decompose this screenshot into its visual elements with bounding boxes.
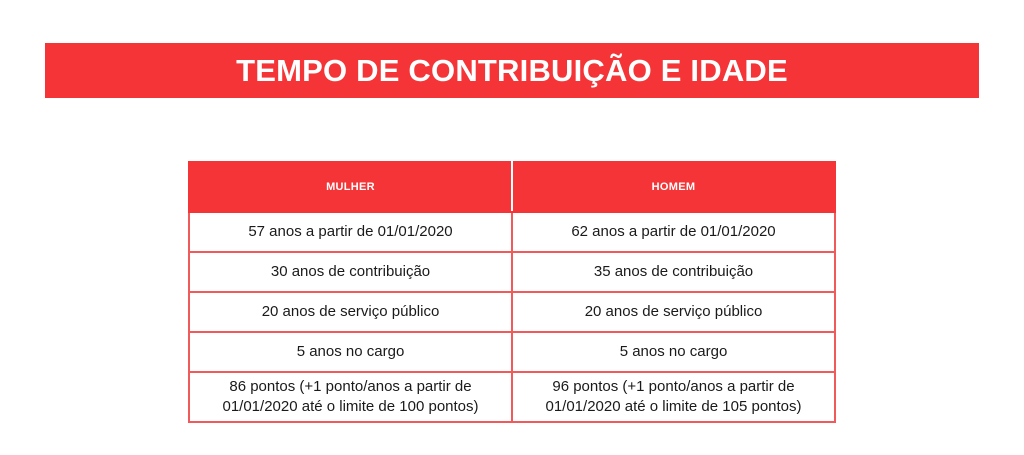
- table-cell-mulher-contribution: 30 anos de contribuição: [189, 252, 512, 292]
- table-cell-homem-contribution: 35 anos de contribuição: [512, 252, 835, 292]
- requirements-table-container: [188, 161, 836, 423]
- table-cell-homem-position: 5 anos no cargo: [512, 332, 835, 372]
- table-row: [189, 212, 835, 252]
- table-cell-homem-age: 62 anos a partir de 01/01/2020: [512, 212, 835, 252]
- table-cell-mulher-age: 57 anos a partir de 01/01/2020: [189, 212, 512, 252]
- table-cell-mulher-public-service: 20 anos de serviço público: [189, 292, 512, 332]
- page-title: TEMPO DE CONTRIBUIÇÃO E IDADE: [236, 52, 788, 88]
- title-banner: [45, 43, 979, 98]
- table-cell-mulher-position: 5 anos no cargo: [189, 332, 512, 372]
- column-header-homem: HOMEM: [512, 162, 835, 212]
- table-cell-homem-public-service: 20 anos de serviço público: [512, 292, 835, 332]
- table-row: [189, 252, 835, 292]
- table-cell-homem-points: 96 pontos (+1 ponto/anos a partir de 01/01/2020 até o limite de 105 pontos): [512, 372, 835, 422]
- table-row: [189, 372, 835, 422]
- table-cell-mulher-points: 86 pontos (+1 ponto/anos a partir de 01/01/2020 até o limite de 100 pontos): [189, 372, 512, 422]
- column-header-mulher: MULHER: [189, 162, 512, 212]
- table-row: [189, 292, 835, 332]
- requirements-table: [188, 161, 836, 423]
- table-row: [189, 332, 835, 372]
- table-header-row: [189, 162, 835, 212]
